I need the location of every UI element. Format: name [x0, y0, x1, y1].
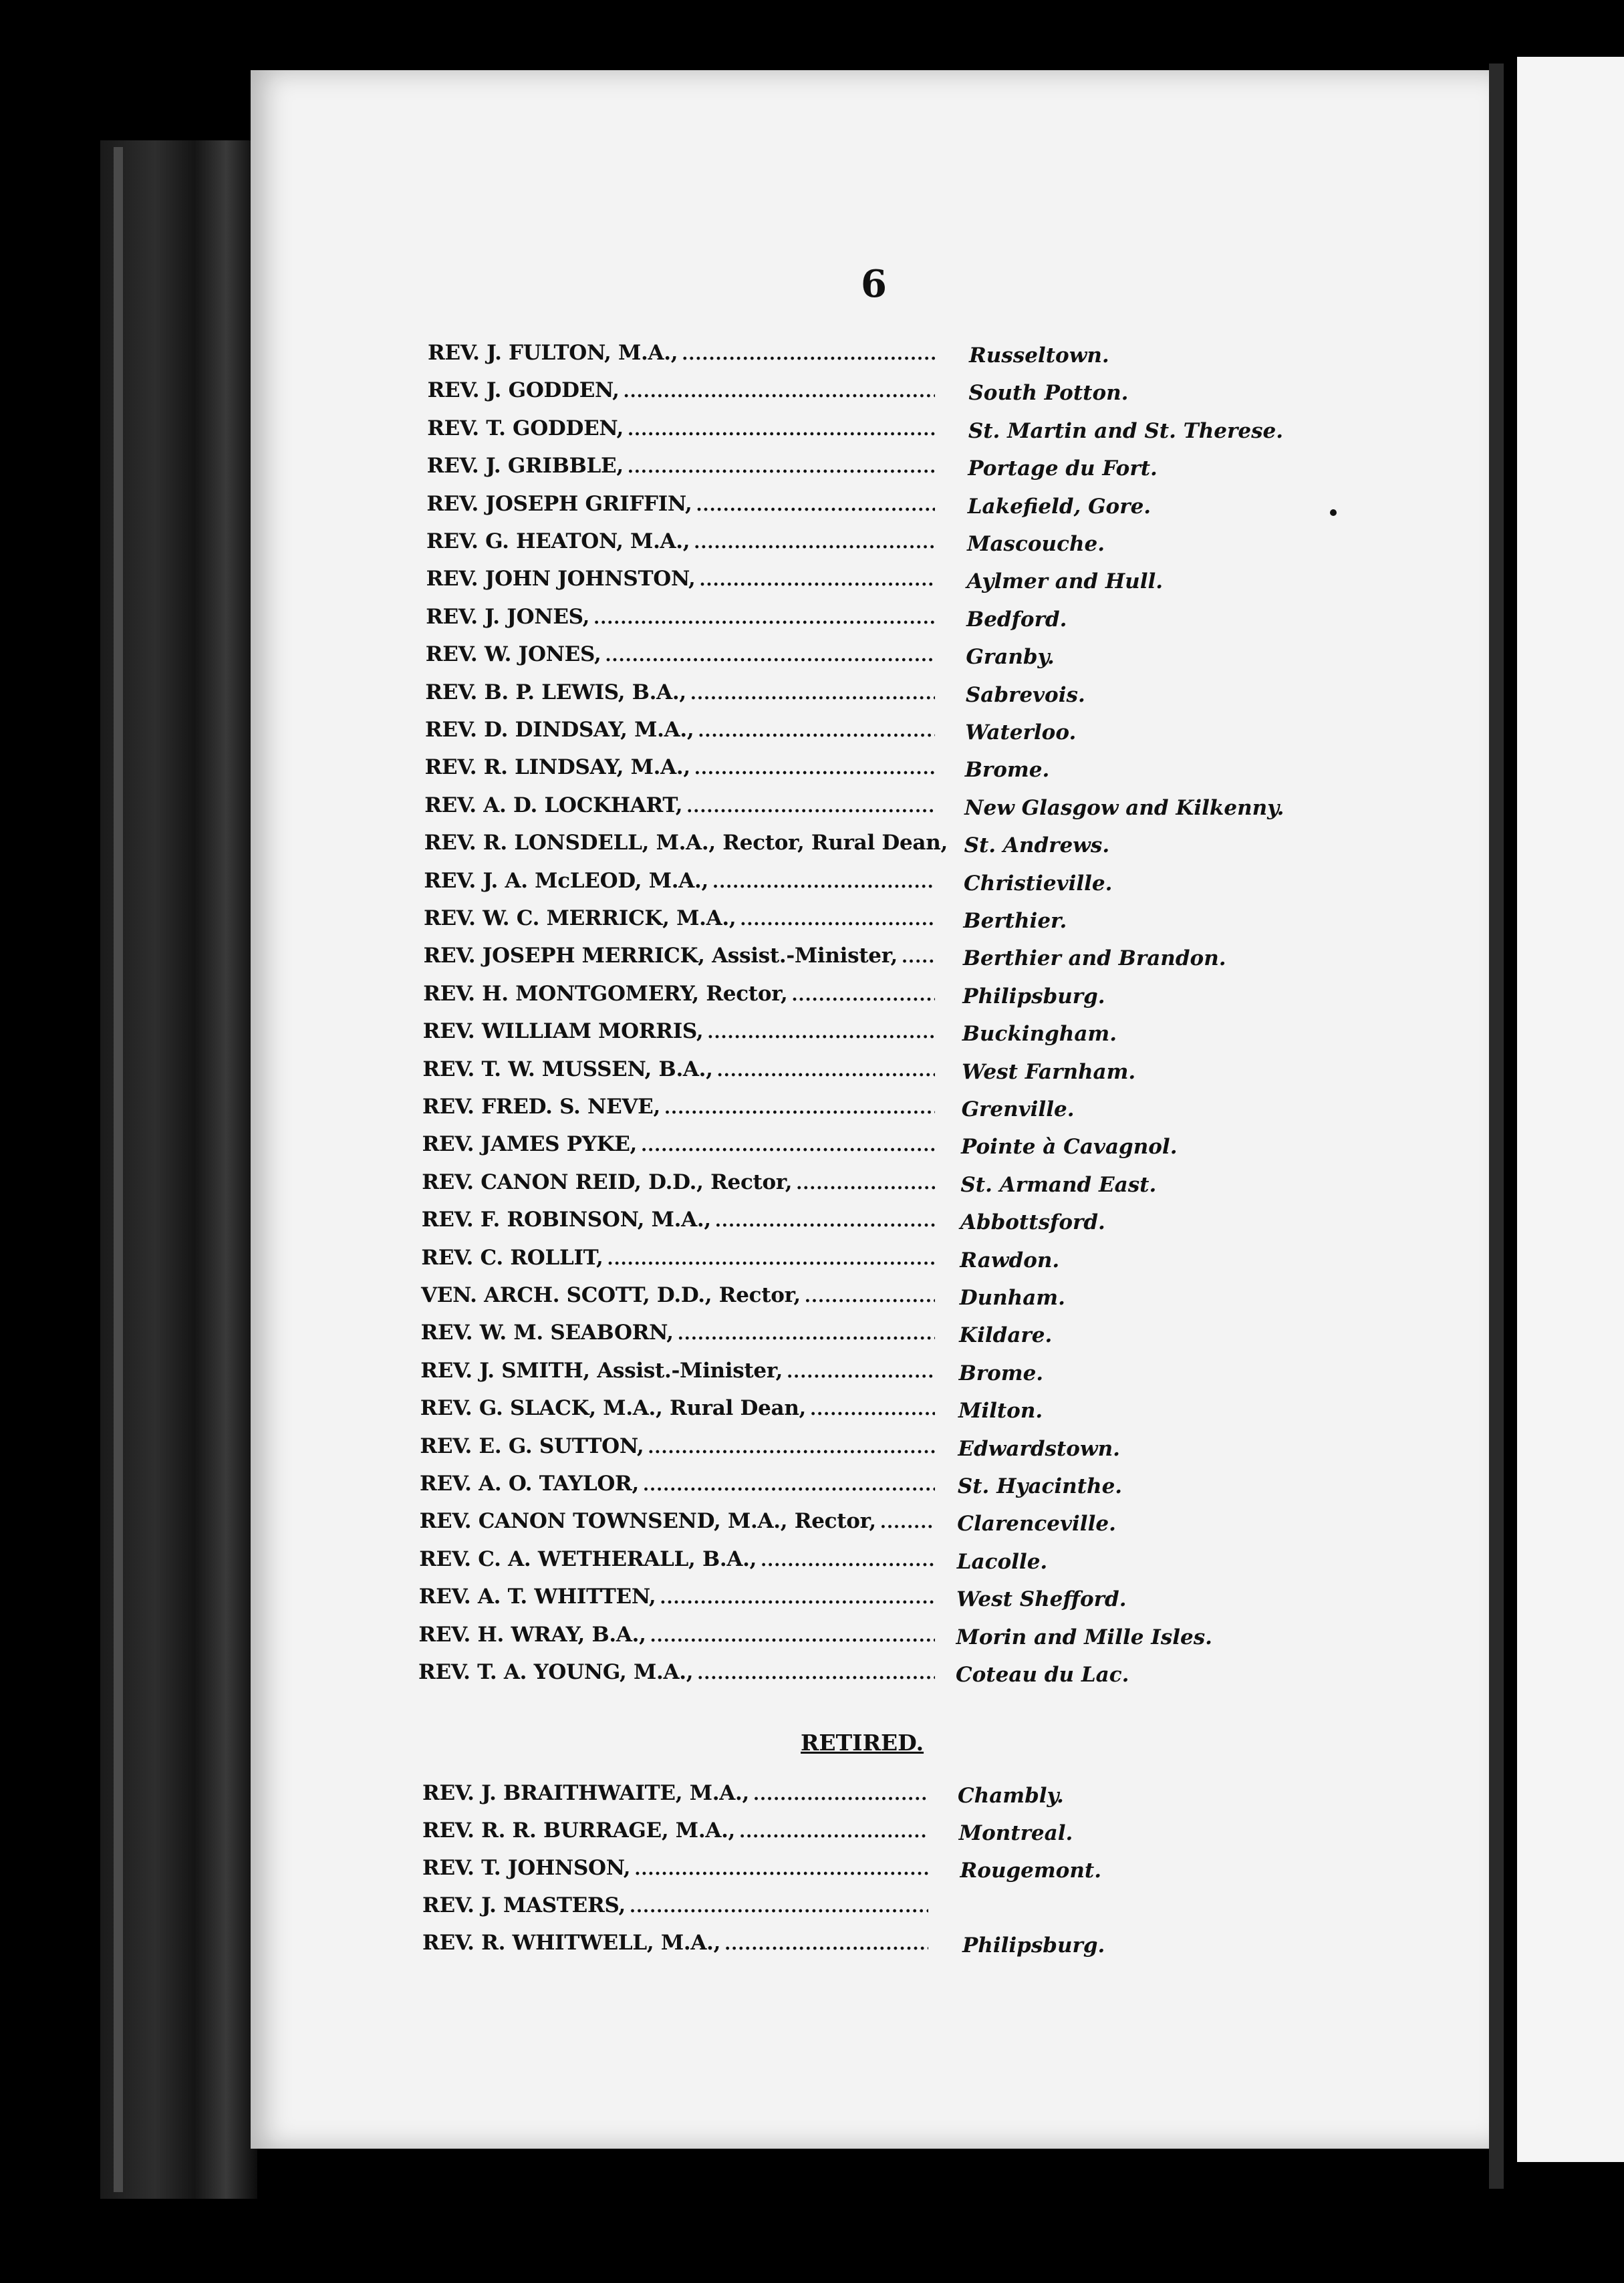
clergy-name: REV. C. A. WETHERALL, B.A., [419, 1547, 757, 1571]
retired-heading: RETIRED. [801, 1730, 924, 1756]
dot-leader [787, 1362, 935, 1382]
dot-leader [690, 684, 935, 704]
dot-leader [628, 457, 935, 477]
clergy-entry [421, 1246, 939, 1283]
clergy-entry [426, 529, 939, 567]
clergy-name: VEN. ARCH. SCOTT, D.D., Rector, [421, 1283, 801, 1307]
clergy-name: REV. J. FULTON, M.A., [428, 341, 678, 365]
clergy-name: REV. W. JONES, [425, 642, 601, 667]
book-binding [100, 140, 257, 2199]
dot-leader [753, 1784, 928, 1804]
dot-leader [739, 1822, 928, 1842]
parish-name: Grenville. [961, 1097, 1075, 1121]
parish-name: Pointe à Cavagnol. [961, 1135, 1178, 1160]
dot-leader [593, 608, 935, 628]
clergy-name: REV. A. D. LOCKHART, [424, 793, 683, 817]
clergy-name: REV. J. SMITH, Assist.-Minister, [420, 1358, 783, 1383]
clergy-name: REV. E. G. SUTTON, [420, 1434, 644, 1458]
dot-leader [607, 1249, 935, 1269]
clergy-name: REV. WILLIAM MORRIS, [422, 1019, 704, 1044]
clergy-entry [418, 1660, 939, 1698]
dot-leader [630, 1897, 928, 1917]
clergy-entry [425, 755, 939, 793]
clergy-name: REV. F. ROBINSON, M.A., [421, 1208, 711, 1232]
parish-name: Aylmer and Hull. [966, 569, 1164, 594]
parish-name: Bedford. [966, 607, 1067, 632]
clergy-name: REV. JOHN JOHNSTON, [426, 567, 696, 591]
clergy-entry [426, 605, 939, 642]
clergy-name: REV. G. SLACK, M.A., Rural Dean, [420, 1396, 807, 1421]
dot-leader [678, 1324, 935, 1344]
dot-leader [624, 382, 935, 402]
clergy-name: REV. T. GODDEN, [427, 416, 624, 440]
clergy-name: REV. J. MASTERS, [422, 1893, 626, 1917]
binding-edge [114, 147, 123, 2192]
clergy-entry [422, 1781, 932, 1819]
clergy-entry [428, 341, 939, 378]
clergy-entry [424, 944, 939, 981]
clergy-name: REV. J. A. McLEOD, M.A., [424, 868, 709, 893]
clergy-entry [427, 454, 939, 491]
ink-speck [1330, 509, 1337, 516]
clergy-name: REV. T. A. YOUNG, M.A., [418, 1660, 694, 1684]
clergy-name: REV. T. JOHNSON, [422, 1856, 631, 1880]
clergy-name: REV. W. C. MERRICK, M.A., [424, 906, 736, 930]
page-number: 6 [861, 262, 887, 306]
clergy-entry [425, 718, 939, 755]
clergy-name: REV. T. W. MUSSEN, B.A., [422, 1057, 713, 1081]
dot-leader [712, 872, 935, 892]
dot-leader [686, 797, 935, 817]
clergy-entry [418, 1623, 939, 1660]
clergy-entry [422, 1931, 932, 1968]
clergy-name: REV. C. ROLLIT, [421, 1245, 603, 1270]
parish-name: Dunham. [959, 1286, 1065, 1310]
parish-name: West Farnham. [962, 1059, 1136, 1084]
parish-name: South Potton. [968, 381, 1129, 406]
parish-name: St. Hyacinthe. [957, 1474, 1123, 1498]
dot-leader [880, 1512, 935, 1532]
clergy-entry [426, 567, 939, 604]
clergy-name: REV. JOSEPH GRIFFIN, [426, 491, 692, 516]
dot-leader [715, 1211, 935, 1231]
clergy-name: REV. G. HEATON, M.A., [426, 529, 690, 553]
clergy-entry [420, 1396, 939, 1434]
dot-leader [650, 1626, 935, 1646]
parish-name: St. Martin and St. Therese. [968, 418, 1284, 443]
dot-leader [796, 1174, 935, 1194]
dot-leader [805, 1287, 935, 1307]
parish-name: Russeltown. [969, 344, 1109, 368]
parish-name: St. Andrews. [964, 833, 1110, 858]
parish-name: Philipsburg. [962, 984, 1105, 1009]
parish-name: Buckingham. [962, 1022, 1117, 1047]
dot-leader [697, 1663, 935, 1684]
clergy-name: REV. A. O. TAYLOR, [420, 1472, 639, 1496]
parish-name: Coteau du Lac. [956, 1663, 1129, 1687]
dot-leader [634, 1859, 928, 1879]
parish-name: Abbottsford. [960, 1210, 1105, 1235]
clergy-name: REV. R. LONSDELL, M.A., Rector, Rural Dean, [424, 831, 948, 855]
dot-leader [641, 1135, 935, 1156]
parish-name: Christieville. [964, 871, 1113, 896]
clergy-entry [422, 1170, 939, 1208]
parish-name: New Glasgow and Kilkenny. [964, 795, 1284, 820]
parish-name: Berthier. [963, 909, 1067, 933]
clergy-entry [419, 1585, 939, 1622]
clergy-entry [420, 1434, 939, 1472]
clergy-entry [426, 642, 939, 680]
dot-leader [724, 1934, 928, 1954]
clergy-entry [421, 1321, 939, 1358]
clergy-entry [424, 831, 948, 868]
clergy-name: REV. CANON TOWNSEND, M.A., Rector, [419, 1509, 876, 1534]
parish-name: Clarenceville. [957, 1512, 1116, 1536]
clergy-name: REV. JOSEPH MERRICK, Assist.-Minister, [423, 944, 898, 968]
clergy-name: REV. J. JONES, [426, 604, 590, 629]
clergy-name: REV. R. WHITWELL, M.A., [422, 1931, 721, 1955]
dot-leader [902, 947, 935, 967]
parish-name: Milton. [958, 1399, 1043, 1424]
clergy-name: REV. R. LINDSAY, M.A., [424, 755, 690, 780]
clergy-name: REV. H. WRAY, B.A., [418, 1622, 646, 1647]
clergy-name: REV. FRED. S. NEVE, [422, 1095, 660, 1119]
dot-leader [810, 1399, 935, 1420]
clergy-entry [424, 869, 939, 906]
clergy-entry [426, 492, 939, 529]
parish-name: Rawdon. [960, 1248, 1060, 1272]
clergy-name: REV. B. P. LEWIS, B.A., [425, 680, 686, 704]
dot-leader [664, 1098, 935, 1118]
dot-leader [698, 721, 935, 741]
clergy-entry [419, 1547, 939, 1585]
clergy-entry [425, 680, 939, 718]
clergy-name: REV. J. BRAITHWAITE, M.A., [422, 1781, 749, 1805]
clergy-name: REV. H. MONTGOMERY, Rector, [423, 981, 788, 1006]
dot-leader [648, 1438, 935, 1458]
dot-leader [628, 420, 935, 440]
parish-name: Brome. [964, 758, 1050, 783]
clergy-entry [420, 1472, 939, 1509]
parish-name: Sabrevois. [965, 682, 1085, 707]
dot-leader [660, 1588, 935, 1608]
clergy-entry [422, 1893, 932, 1931]
clergy-entry [422, 1819, 932, 1856]
dot-leader [700, 570, 935, 590]
clergy-name: REV. R. R. BURRAGE, M.A., [422, 1819, 736, 1843]
clergy-entry [423, 1019, 939, 1057]
parish-name: Rougemont. [960, 1859, 1102, 1883]
parish-name: Brome. [958, 1361, 1044, 1385]
clergy-name: REV. J. GODDEN, [427, 378, 620, 403]
parish-name: Portage du Fort. [968, 456, 1158, 481]
parish-name: Edwardstown. [958, 1436, 1120, 1461]
dot-leader [696, 495, 935, 515]
dot-leader [605, 646, 935, 666]
dot-leader [694, 533, 935, 553]
clergy-entry [424, 793, 939, 831]
dot-leader [682, 344, 935, 364]
parish-name: St. Armand East. [960, 1172, 1157, 1197]
clergy-entry [422, 1095, 939, 1132]
dot-leader [761, 1551, 935, 1571]
dot-leader [707, 1023, 935, 1043]
clergy-name: REV. JAMES PYKE, [422, 1132, 638, 1157]
parish-name: Waterloo. [965, 720, 1077, 745]
clergy-entry [423, 982, 939, 1019]
facing-page-gutter [1489, 63, 1504, 2189]
clergy-name: REV. J. GRIBBLE, [426, 454, 624, 479]
parish-name: Lacolle. [956, 1549, 1048, 1574]
clergy-entry [420, 1509, 939, 1547]
clergy-entry [428, 378, 939, 416]
clergy-name: REV. CANON REID, D.D., Rector, [422, 1170, 793, 1194]
dot-leader [740, 910, 935, 930]
facing-page [1517, 57, 1624, 2162]
dot-leader [717, 1061, 935, 1081]
clergy-entry [421, 1283, 939, 1321]
clergy-entry [422, 1057, 939, 1095]
clergy-name: REV. D. DINDSAY, M.A., [425, 718, 694, 742]
clergy-entry [422, 1132, 939, 1170]
clergy-entry [424, 906, 939, 944]
clergy-entry [422, 1856, 932, 1893]
parish-name: Montreal. [958, 1821, 1073, 1845]
parish-name: West Shefford. [956, 1587, 1127, 1612]
parish-name: Chambly. [958, 1784, 1064, 1808]
clergy-name: REV. A. T. WHITTEN, [418, 1585, 656, 1609]
parish-name: Granby. [966, 645, 1055, 670]
parish-name: Kildare. [959, 1323, 1053, 1348]
parish-name: Philipsburg. [962, 1933, 1105, 1958]
parish-name: Mascouche. [967, 532, 1105, 556]
parish-name: Morin and Mille Isles. [956, 1625, 1212, 1649]
clergy-name: REV. W. M. SEABORN, [420, 1321, 674, 1345]
parish-name: Lakefield, Gore. [967, 494, 1152, 519]
clergy-entry [420, 1359, 939, 1396]
dot-leader [791, 985, 935, 1005]
clergy-entry [422, 1208, 939, 1245]
dot-leader [694, 759, 935, 779]
parish-name: Berthier and Brandon. [962, 946, 1226, 971]
dot-leader [643, 1475, 935, 1495]
clergy-entry [427, 416, 939, 454]
